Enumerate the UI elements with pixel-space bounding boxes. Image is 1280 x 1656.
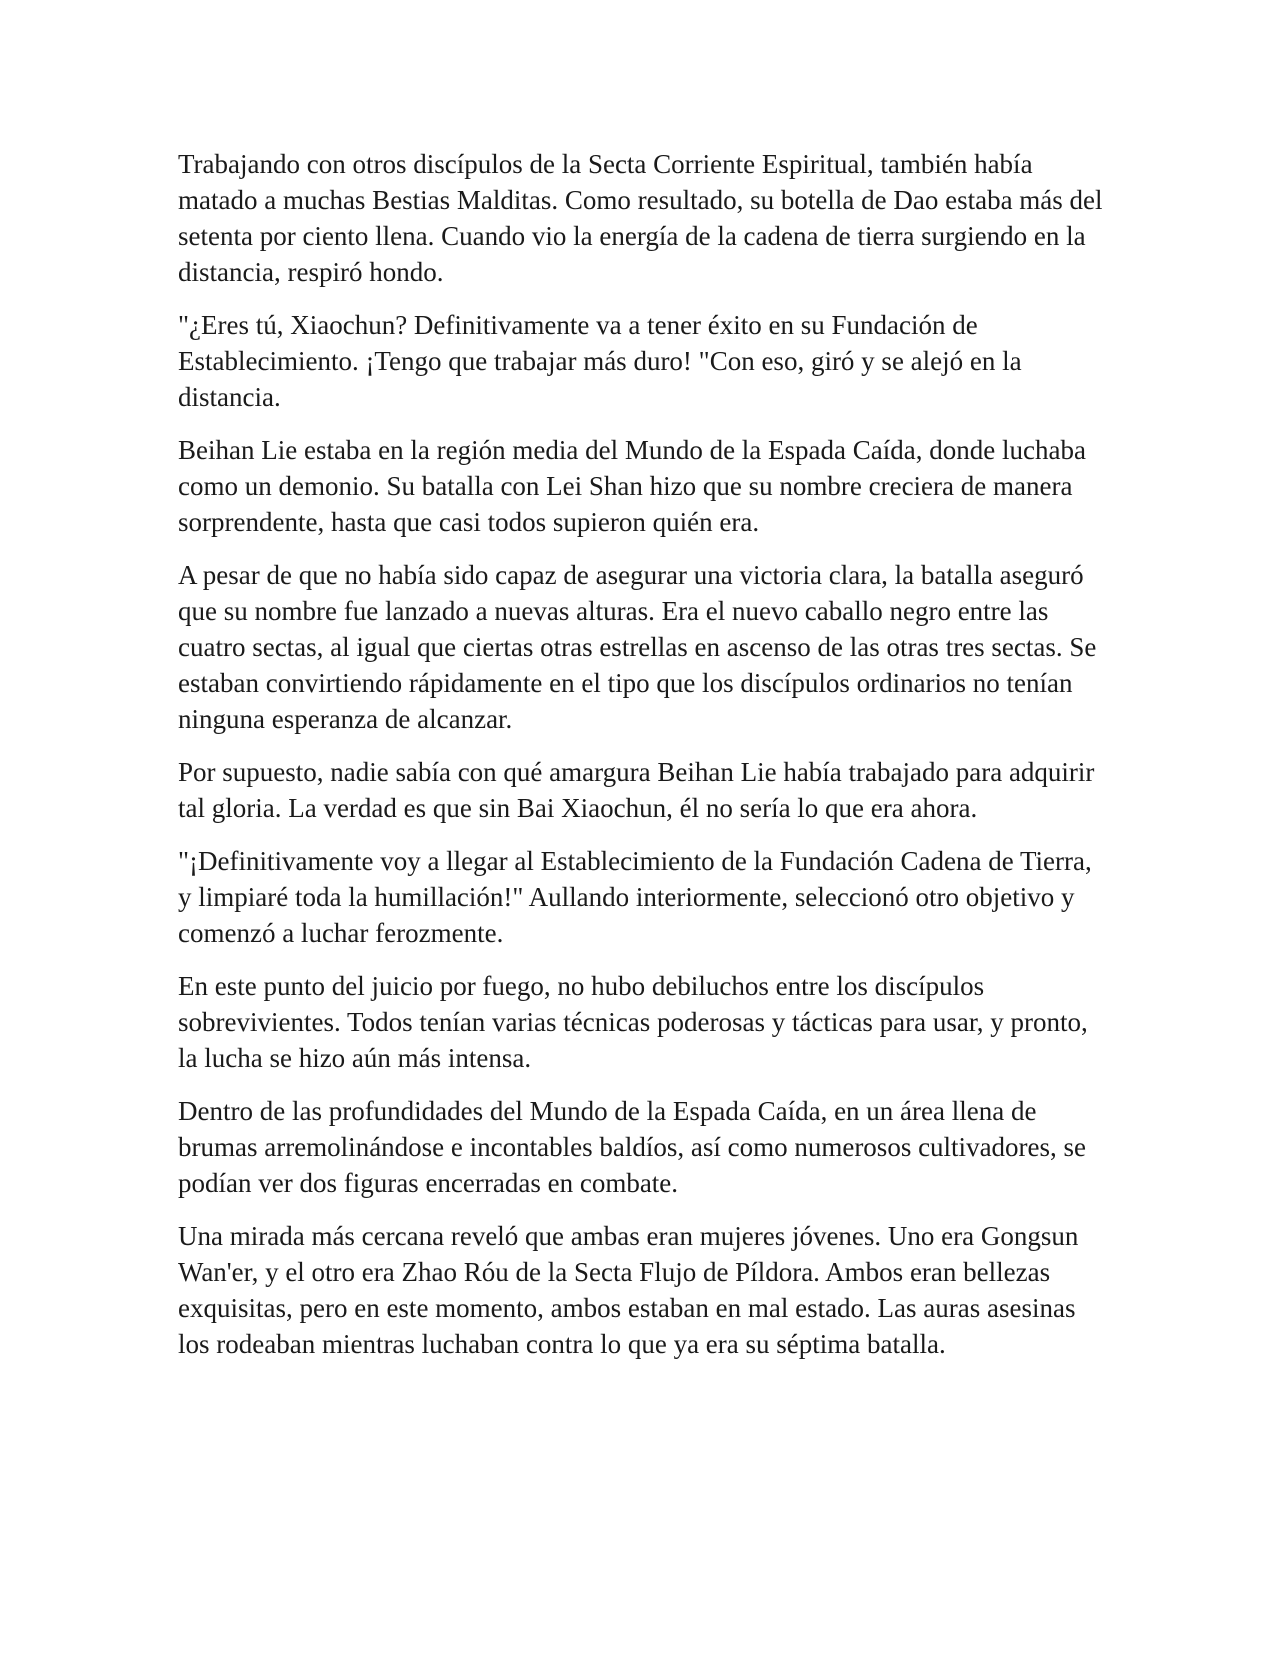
- paragraph-3: Beihan Lie estaba en la región media del Mundo de la Espada Caída, donde luchaba como un demonio. Su batalla con Lei Shan hizo que su nombre creciera de manera sorprendente, hasta que casi todos supieron quién era.: [178, 435, 1086, 537]
- paragraph-6: "¡Definitivamente voy a llegar al Establecimiento de la Fundación Cadena de Tierra, y limpiaré toda la humillación!" Aullando interiormente, seleccionó otro objetivo y comenzó a luchar ferozmente.: [178, 846, 1092, 948]
- paragraph-9: Una mirada más cercana reveló que ambas eran mujeres jóvenes. Uno era Gongsun Wan'er, y el otro era Zhao Róu de la Secta Flujo de Píldora. Ambos eran bellezas exquisitas, pero en este momento, ambos estaban en mal estado. Las auras asesinas los rodeaban mientras luchaban contra lo que ya era su séptima batalla.: [178, 1221, 1079, 1359]
- paragraph-1: Trabajando con otros discípulos de la Secta Corriente Espiritual, también había matado a muchas Bestias Malditas. Como resultado, su botella de Dao estaba más del setenta por ciento llena. Cuando vio la energía de la cadena de tierra surgiendo en la distancia, respiró hondo.: [178, 149, 1103, 287]
- paragraph-2: "¿Eres tú, Xiaochun? Definitivamente va a tener éxito en su Fundación de Establecimiento. ¡Tengo que trabajar más duro! "Con eso, giró y se alejó en la distancia.: [178, 310, 1022, 412]
- document-body: [178, 146, 1108, 1379]
- paragraph-4: A pesar de que no había sido capaz de asegurar una victoria clara, la batalla aseguró que su nombre fue lanzado a nuevas alturas. Era el nuevo caballo negro entre las cuatro sectas, al igual que ciertas otras estrellas en ascenso de las otras tres sectas. Se estaban convirtiendo rápidamente en el tipo que los discípulos ordinarios no tenían ninguna esperanza de alcanzar.: [178, 560, 1097, 734]
- paragraph-8: Dentro de las profundidades del Mundo de la Espada Caída, en un área llena de brumas arremolinándose e incontables baldíos, así como numerosos cultivadores, se podían ver dos figuras encerradas en combate.: [178, 1096, 1087, 1198]
- paragraph-7: En este punto del juicio por fuego, no hubo debiluchos entre los discípulos sobrevivientes. Todos tenían varias técnicas poderosas y tácticas para usar, y pronto, la lucha se hizo aún más intensa.: [178, 971, 1088, 1073]
- paragraph-5: Por supuesto, nadie sabía con qué amargura Beihan Lie había trabajado para adquirir tal gloria. La verdad es que sin Bai Xiaochun, él no sería lo que era ahora.: [178, 757, 1095, 823]
